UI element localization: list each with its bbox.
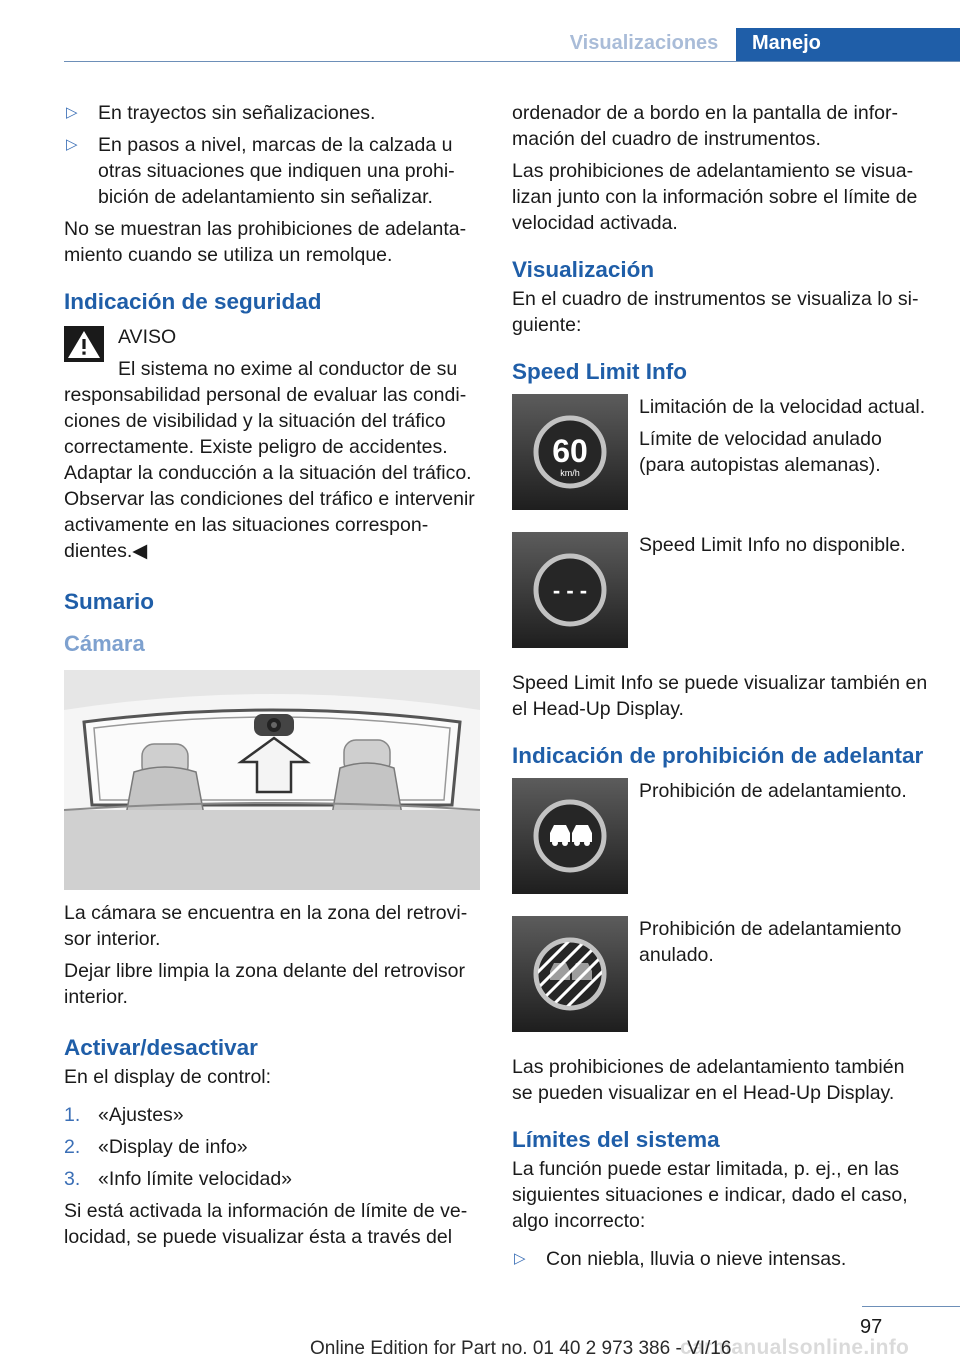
warning-line1: El sistema no exime al conductor de su bbox=[118, 358, 458, 380]
heading-visualizacion: Visualización bbox=[512, 257, 655, 282]
heading-limites-sistema: Límites del sistema bbox=[512, 1127, 720, 1152]
warning-triangle-icon bbox=[64, 326, 104, 362]
speed-limit-sign-row bbox=[512, 394, 928, 510]
text-limitacion-actual: Limitación de la velocidad actual. bbox=[639, 396, 926, 418]
header-section-visualizaciones: Visualizaciones bbox=[569, 32, 719, 54]
edition-line: Online Edition for Part no. 01 40 2 973 386 - VI/16 bbox=[310, 1338, 732, 1359]
bullet-pasos-nivel: ▷ En pasos a nivel, marcas de la calzada u otras situaciones que indiquen una prohibición de adelantamiento sin señalizar. bbox=[66, 134, 455, 208]
step-number: 3. bbox=[64, 1168, 81, 1190]
page-number: 97 bbox=[860, 1316, 883, 1338]
header-rule bbox=[64, 61, 960, 62]
warning-label: AVISO bbox=[118, 326, 177, 348]
paragraph-sli-hud: Speed Limit Info se puede visualizar también en el Head-Up Display. bbox=[512, 672, 928, 720]
no-overtaking-icon bbox=[512, 778, 628, 894]
paragraph-camara-ubicacion: La cámara se encuentra en la zona del retrovisor interior. bbox=[64, 902, 468, 950]
bullet-marker: ▷ bbox=[66, 136, 78, 153]
heading-sumario: Sumario bbox=[64, 589, 155, 614]
step-display-info: 2. «Display de info» bbox=[64, 1136, 248, 1158]
step-info-limite: 3. «Info límite velocidad» bbox=[64, 1168, 293, 1190]
step-ajustes: 1. «Ajustes» bbox=[64, 1104, 184, 1126]
paragraph-remolque: No se muestran las prohibiciones de adelantamiento cuando se utiliza un remolque. bbox=[64, 218, 467, 266]
heading-activar-desactivar: Activar/desactivar bbox=[64, 1035, 258, 1060]
paragraph-display-control: En el display de control: bbox=[64, 1066, 272, 1088]
warning-block bbox=[64, 324, 480, 564]
svg-text:- - -: - - - bbox=[552, 578, 588, 603]
paragraph-camara-limpia: Dejar libre limpia la zona delante del retrovisor interior. bbox=[64, 960, 466, 1008]
warning-text: responsabilidad personal de evaluar las condiciones de visibilidad y la situación del tráfico correctamente. Existe peligro de accidentes. Adaptar la conducción a la situación del tráfico. Observar las condiciones del tráfico e intervenir activamente en las situaciones correspondientes.◀ bbox=[64, 384, 475, 562]
speed-limit-60-icon bbox=[512, 394, 628, 510]
svg-text:60: 60 bbox=[552, 433, 588, 469]
text-prohibicion-anulado: Prohibición de adelantamiento anulado. bbox=[639, 918, 902, 966]
heading-indicacion-seguridad: Indicación de seguridad bbox=[64, 289, 322, 314]
no-overtaking-end-row bbox=[512, 916, 928, 1032]
heading-speed-limit-info: Speed Limit Info bbox=[512, 359, 688, 384]
paragraph-visualizacion: En el cuadro de instrumentos se visualiza lo siguiente: bbox=[512, 288, 919, 336]
heading-prohibicion-adelantar: Indicación de prohibición de adelantar bbox=[512, 743, 924, 768]
text-prohibicion: Prohibición de adelantamiento. bbox=[639, 780, 907, 802]
text-no-disponible: Speed Limit Info no disponible. bbox=[639, 534, 906, 556]
speed-limit-unavailable-icon bbox=[512, 532, 628, 648]
speed-limit-unavailable-row bbox=[512, 532, 928, 648]
svg-text:km/h: km/h bbox=[560, 468, 580, 478]
bullet-niebla: ▷ Con niebla, lluvia o nieve intensas. bbox=[514, 1248, 847, 1270]
paragraph-ordenador: ordenador de a bordo en la pantalla de información del cuadro de instrumentos. bbox=[512, 102, 898, 150]
paragraph-limites: La función puede estar limitada, p. ej., en las siguientes situaciones e indicar, dado el caso, algo incorrecto: bbox=[512, 1158, 908, 1232]
watermark: carmanualsonline.info bbox=[680, 1336, 910, 1359]
camera-location-photo bbox=[64, 670, 480, 890]
no-overtaking-row bbox=[512, 778, 928, 894]
paragraph-prohibiciones-hud: Las prohibiciones de adelantamiento también se pueden visualizar en el Head-Up Display. bbox=[512, 1056, 905, 1104]
footer-rule bbox=[862, 1306, 960, 1307]
header-section-manejo: Manejo bbox=[736, 28, 960, 62]
paragraph-activada: Si está activada la información de límite de velocidad, se puede visualizar ésta a través del bbox=[64, 1200, 468, 1248]
heading-camara: Cámara bbox=[64, 631, 145, 656]
bullet-marker: ▷ bbox=[514, 1250, 526, 1267]
text-limite-anulado: Límite de velocidad anulado (para autopistas alemanas). bbox=[639, 428, 882, 476]
paragraph-prohibiciones-junto: Las prohibiciones de adelantamiento se visualizan junto con la información sobre el límite de velocidad activada. bbox=[512, 160, 918, 234]
right-column bbox=[512, 100, 928, 1278]
no-overtaking-end-icon bbox=[512, 916, 628, 1032]
left-column bbox=[64, 100, 480, 1256]
step-number: 1. bbox=[64, 1104, 81, 1126]
step-number: 2. bbox=[64, 1136, 81, 1158]
bullet-trayectos: ▷ En trayectos sin señalizaciones. bbox=[66, 102, 376, 124]
bullet-marker: ▷ bbox=[66, 104, 78, 121]
